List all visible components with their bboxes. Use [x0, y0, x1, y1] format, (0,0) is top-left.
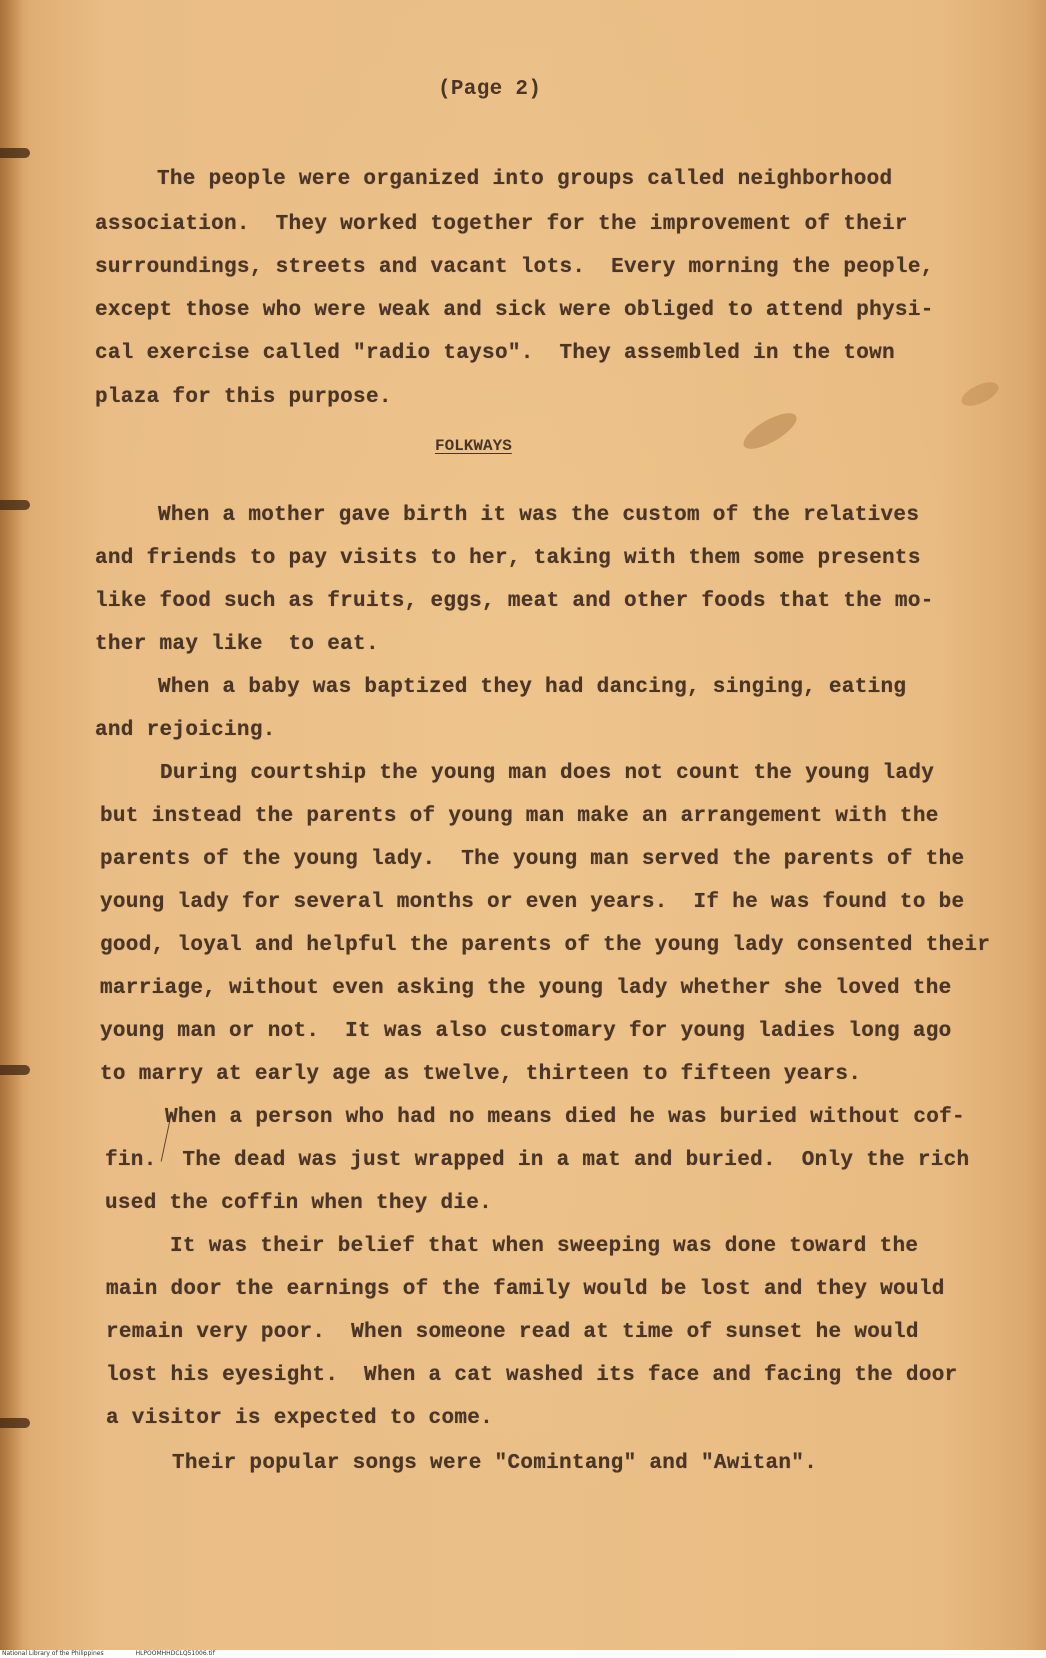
text-line: like food such as fruits, eggs, meat and other foods that the mo-: [95, 590, 934, 613]
text-line: marriage, without even asking the young lady whether she loved the: [100, 977, 952, 1000]
text-line: a visitor is expected to come.: [106, 1407, 494, 1430]
text-line: main door the earnings of the family would be lost and they would: [106, 1278, 945, 1301]
text-line: cal exercise called "radio tayso". They assembled in the town: [95, 342, 895, 365]
binding-hole: [0, 1418, 30, 1428]
text-line: used the coffin when they die.: [105, 1192, 493, 1215]
text-line: lost his eyesight. When a cat washed its face and facing the door: [106, 1364, 958, 1387]
text-line: When a baby was baptized they had dancing, singing, eating: [158, 676, 907, 699]
text-line: and friends to pay visits to her, taking with them some presents: [95, 547, 921, 570]
text-line: young man or not. It was also customary for young ladies long ago: [100, 1020, 952, 1043]
scan-footer: [0, 1650, 1046, 1658]
binding-hole: [0, 1065, 30, 1075]
footer-filename: HLPOOMHHDCLQ51006.tif: [135, 1650, 215, 1657]
text-line: remain very poor. When someone read at time of sunset he would: [106, 1321, 919, 1344]
text-line: parents of the young lady. The young man served the parents of the: [100, 848, 965, 871]
text-line: When a mother gave birth it was the custom of the relatives: [158, 504, 920, 527]
text-line: Their popular songs were "Comintang" and "Awitan".: [172, 1452, 818, 1475]
text-line: association. They worked together for the improvement of their: [95, 213, 908, 236]
ink-stain: [958, 377, 1002, 410]
binding-hole: [0, 500, 30, 510]
text-line: but instead the parents of young man make an arrangement with the: [100, 805, 939, 828]
text-line: It was their belief that when sweeping was done toward the: [170, 1235, 919, 1258]
text-line: to marry at early age as twelve, thirteen to fifteen years.: [100, 1063, 862, 1086]
text-line: When a person who had no means died he was buried without cof-: [165, 1106, 965, 1129]
text-line: and rejoicing.: [95, 719, 276, 742]
section-heading: FOLKWAYS: [435, 437, 512, 455]
page-edge-shadow: [0, 0, 22, 1650]
text-line: except those who were weak and sick were obliged to attend physi-: [95, 299, 934, 322]
text-line: surroundings, streets and vacant lots. Every morning the people,: [95, 256, 934, 279]
text-line: The people were organized into groups called neighborhood: [157, 168, 893, 191]
text-line: During courtship the young man does not count the young lady: [160, 762, 935, 785]
ink-stain: [739, 406, 802, 455]
text-line: fin. The dead was just wrapped in a mat and buried. Only the rich: [105, 1149, 970, 1172]
binding-hole: [0, 148, 30, 158]
text-line: ther may like to eat.: [95, 633, 379, 656]
page-number: (Page 2): [438, 78, 542, 101]
text-line: young lady for several months or even years. If he was found to be: [100, 891, 965, 914]
text-line: plaza for this purpose.: [95, 386, 392, 409]
footer-library: National Library of the Philippines: [2, 1650, 104, 1657]
text-line: good, loyal and helpful the parents of the young lady consented their: [100, 934, 991, 957]
